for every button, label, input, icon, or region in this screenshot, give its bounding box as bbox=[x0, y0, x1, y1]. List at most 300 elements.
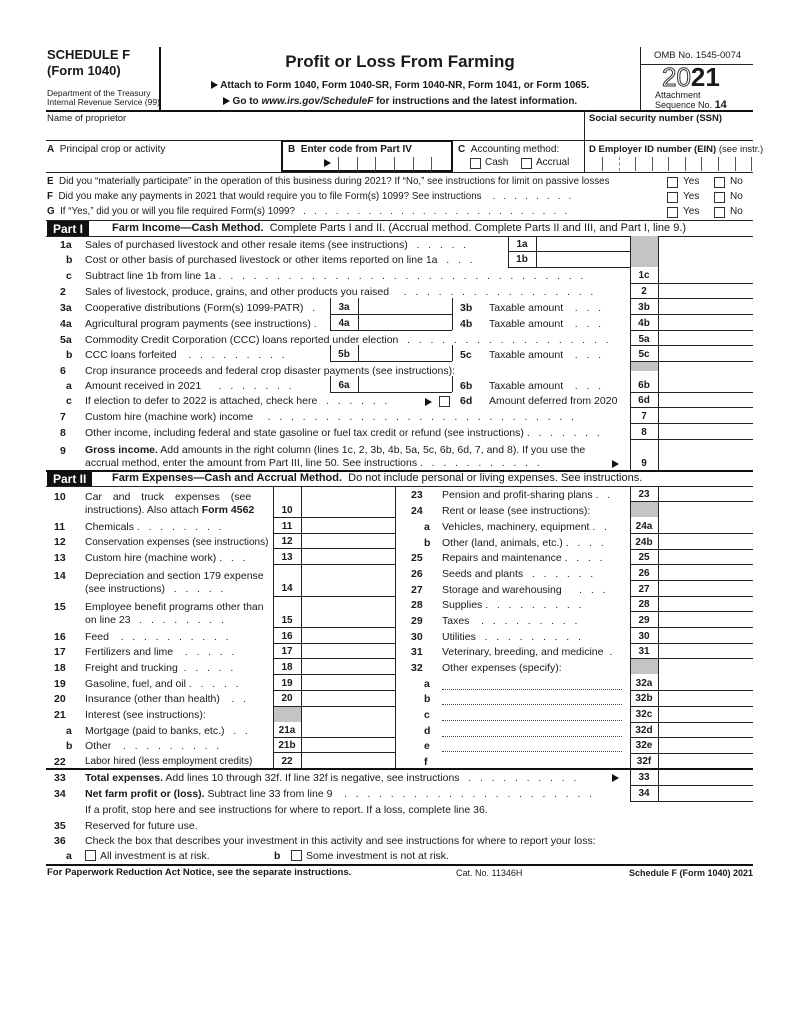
line-number: 4b bbox=[460, 318, 473, 330]
line-text: Custom hire (machine work) bbox=[85, 552, 217, 564]
defer-election-checkbox[interactable] bbox=[439, 396, 450, 407]
box-label: 27 bbox=[638, 584, 650, 595]
question-e-no-checkbox[interactable] bbox=[714, 177, 725, 188]
question-g-no-label: No bbox=[730, 206, 743, 217]
line-number: a bbox=[424, 678, 430, 690]
line-text: Add amounts in the right column (lines 1c, 2, 3b, 4b, 5a, 5c, 6b, 6d, 7, and 8). If you use the bbox=[160, 444, 586, 456]
box-label: 22 bbox=[281, 756, 293, 767]
shaded-cell bbox=[631, 236, 658, 267]
line-number: 14 bbox=[54, 570, 66, 582]
sequence-text: Sequence No. bbox=[655, 100, 713, 110]
box-label: 32e bbox=[635, 740, 653, 751]
some-not-at-risk-checkbox[interactable] bbox=[291, 850, 302, 861]
question-g-no-checkbox[interactable] bbox=[714, 207, 725, 218]
tax-year-outline: 20 bbox=[662, 62, 691, 92]
activity-code-digits[interactable] bbox=[338, 157, 450, 171]
box-label: 2 bbox=[641, 286, 647, 297]
line-text: Taxable amount bbox=[489, 380, 564, 392]
line-8-text: Other income, including federal and state gasoline or fuel tax credit or refund (see instructions) . . . . . . . bbox=[85, 427, 600, 439]
line-letter-b: B bbox=[288, 144, 296, 155]
attachment-label: Attachment bbox=[655, 90, 701, 100]
left-col-divider-c bbox=[395, 486, 396, 768]
divider bbox=[630, 801, 753, 802]
line-24a-amount[interactable] bbox=[659, 502, 753, 532]
line-31-text: Veterinary, breeding, and medicine . bbox=[442, 646, 613, 658]
schedule-name: SCHEDULE F bbox=[47, 47, 131, 62]
line-14-amount[interactable] bbox=[302, 565, 395, 595]
question-text: If “Yes,” did you or will you file required Form(s) 1099? bbox=[60, 206, 295, 217]
goto-url-link[interactable]: www.irs.gov/ScheduleF bbox=[261, 96, 374, 107]
part2-title-bold: Farm Expenses—Cash and Accrual Method. bbox=[112, 472, 343, 484]
line-10-text-1: Car and truck expenses (see bbox=[85, 491, 252, 503]
line-1a-amount[interactable] bbox=[537, 237, 630, 251]
line-11-amount[interactable] bbox=[302, 518, 395, 532]
line-16-amount[interactable] bbox=[302, 628, 395, 642]
line-23-text: Pension and profit-sharing plans . . bbox=[442, 489, 611, 501]
line-text: Sales of livestock, produce, grains, and other products you raised bbox=[85, 286, 390, 298]
line-text: Subtract line 1b from line 1a bbox=[85, 270, 216, 282]
line-29-amount[interactable] bbox=[659, 612, 753, 626]
part2-title-bottom-rule bbox=[46, 486, 753, 487]
code-digit-5[interactable] bbox=[413, 157, 432, 171]
ein-digit-6[interactable] bbox=[685, 157, 702, 171]
line-text: Mortgage (paid to banks, etc.) bbox=[85, 725, 225, 737]
box-label: 3b bbox=[638, 302, 650, 313]
goto-prefix: Go to bbox=[232, 96, 262, 107]
line-34-amount[interactable] bbox=[659, 786, 753, 800]
line-1a-text: Sales of purchased livestock and other resale items (see instructions) . . . . . bbox=[85, 239, 467, 251]
line-number: c bbox=[66, 270, 72, 282]
cash-label: Cash bbox=[485, 157, 509, 168]
line-5b-amount[interactable] bbox=[359, 346, 452, 360]
code-digit-2[interactable] bbox=[357, 157, 376, 171]
line-10-amount[interactable] bbox=[302, 488, 395, 516]
line-text: Subtract line 33 from line 9 bbox=[207, 788, 333, 800]
line-15-amount[interactable] bbox=[302, 597, 395, 627]
line-number: 33 bbox=[54, 772, 66, 784]
line-number: a bbox=[66, 380, 72, 392]
line-text: Utilities bbox=[442, 631, 476, 643]
box-label: 25 bbox=[638, 552, 650, 563]
line-number: 11 bbox=[54, 521, 66, 533]
line-text-bold: Net farm profit or (loss). bbox=[85, 788, 205, 800]
box-label: 16 bbox=[281, 631, 293, 642]
box-label: 32d bbox=[635, 725, 653, 736]
ssn-field[interactable] bbox=[589, 124, 749, 140]
line-9-amount[interactable] bbox=[659, 441, 753, 469]
line-10-text-2 bbox=[85, 504, 254, 516]
question-e bbox=[47, 176, 610, 187]
box-label: 5b bbox=[338, 349, 350, 360]
line-20-amount[interactable] bbox=[302, 691, 395, 705]
question-f-no-label: No bbox=[730, 191, 743, 202]
question-letter: F bbox=[47, 191, 53, 202]
line-17-amount[interactable] bbox=[302, 644, 395, 658]
line-26-amount[interactable] bbox=[659, 565, 753, 579]
line-text: Storage and warehousing bbox=[442, 584, 562, 596]
box-label: 24a bbox=[635, 521, 653, 532]
line-number: b bbox=[424, 693, 431, 705]
line-number: 32 bbox=[411, 662, 423, 674]
box-label: 19 bbox=[281, 678, 293, 689]
line-text: Supplies bbox=[442, 599, 483, 611]
box-label: 6a bbox=[338, 380, 350, 391]
ein-digit-5[interactable] bbox=[668, 157, 685, 171]
line-34-note: If a profit, stop here and see instructions for where to report. If a loss, complete line 36. bbox=[85, 804, 488, 816]
line-number: 1a bbox=[60, 239, 72, 251]
divider bbox=[630, 658, 753, 659]
omb-number: OMB No. 1545-0074 bbox=[654, 50, 742, 61]
line-number: 3b bbox=[460, 302, 473, 314]
box-label: 4a bbox=[338, 318, 350, 329]
line-text: Cost or other basis of purchased livestock or other items reported on line 1a bbox=[85, 254, 438, 266]
all-at-risk-label: All investment is at risk. bbox=[100, 850, 210, 862]
tax-year-bold: 21 bbox=[690, 62, 720, 92]
box-label: 31 bbox=[638, 646, 650, 657]
part1-title bbox=[112, 222, 686, 234]
box-label: 28 bbox=[638, 599, 650, 610]
line-21a-amount[interactable] bbox=[302, 707, 395, 736]
line-33-text: Total expenses. Add lines 10 through 32f. If line 32f is negative, see instructions . . . . . . . . . . bbox=[85, 772, 577, 784]
line-1c-text: Subtract line 1b from line 1a . . . . . . . . . . . . . . . . . . . . . . . . . . . . . . . . bbox=[85, 270, 584, 282]
line-22-amount[interactable] bbox=[302, 753, 395, 767]
ein-digit-7[interactable] bbox=[701, 157, 718, 171]
divider bbox=[330, 361, 452, 362]
line-number: 17 bbox=[54, 646, 66, 658]
box-label: 21a bbox=[278, 725, 296, 736]
ssn-divider bbox=[584, 110, 585, 172]
line-34-text: Net farm profit or (loss). Subtract line 33 from line 9 . . . . . . . . . . . . . . . . . . . . . . bbox=[85, 788, 593, 800]
code-digit-6[interactable] bbox=[431, 157, 450, 171]
catalog-number: Cat. No. 11346H bbox=[456, 868, 523, 878]
line-number: c bbox=[66, 395, 72, 407]
line-17-text: Fertilizers and lime . . . . . bbox=[85, 646, 235, 658]
line-30-amount[interactable] bbox=[659, 628, 753, 642]
line-24-text: Rent or lease (see instructions): bbox=[442, 505, 591, 517]
line-6-text: Crop insurance proceeds and federal crop disaster payments (see instructions): bbox=[85, 365, 456, 377]
line-31-amount[interactable] bbox=[659, 644, 753, 658]
line-number: 8 bbox=[60, 427, 66, 439]
line-25-amount[interactable] bbox=[659, 550, 753, 564]
line-number: 22 bbox=[54, 756, 66, 768]
line-number: 7 bbox=[60, 411, 66, 423]
line-6a-text: Amount received in 2021 . . . . . . . bbox=[85, 380, 292, 392]
line-number: 27 bbox=[411, 584, 423, 596]
question-text: Did you make any payments in 2021 that would require you to file Form(s) 1099? See instructions bbox=[58, 191, 482, 202]
line-3a-amount[interactable] bbox=[359, 299, 452, 313]
arrow-right-icon bbox=[324, 157, 331, 169]
line-32c-description-field[interactable] bbox=[442, 720, 622, 721]
line-number: b bbox=[66, 349, 73, 361]
line-number: 24 bbox=[411, 505, 423, 517]
dept-line-2: Internal Revenue Service (99) bbox=[47, 97, 160, 107]
line-number: a bbox=[424, 521, 430, 533]
code-digit-1[interactable] bbox=[338, 157, 357, 171]
code-digit-4[interactable] bbox=[394, 157, 413, 171]
line-9-text-2: accrual method, enter the amount from Part III, line 50. See instructions . . . . . . . . . . . bbox=[85, 457, 540, 469]
ein-label bbox=[589, 144, 763, 155]
line-number: 10 bbox=[54, 491, 66, 503]
line-19-amount[interactable] bbox=[302, 675, 395, 689]
question-g-yes-checkbox[interactable] bbox=[667, 207, 678, 218]
ein-digit-4[interactable] bbox=[652, 157, 669, 171]
line-32c-amount[interactable] bbox=[659, 707, 753, 721]
line-12-amount[interactable] bbox=[302, 534, 395, 548]
part1-title-bold: Farm Income—Cash Method. bbox=[112, 222, 264, 234]
line-number: 34 bbox=[54, 788, 66, 800]
box-label: 6d bbox=[638, 395, 650, 406]
ein-field[interactable] bbox=[602, 157, 752, 171]
line-21b-text: Other . . . . . . . . . bbox=[85, 740, 220, 752]
question-e-no-label: No bbox=[730, 176, 743, 187]
line-number: 36 bbox=[54, 835, 66, 847]
line-number: 5a bbox=[60, 334, 72, 346]
line-36-text: Check the box that describes your investment in this activity and see instructions for where to report your loss: bbox=[85, 835, 596, 847]
line-text: Commodity Credit Corporation (CCC) loans reported under election bbox=[85, 334, 399, 346]
box-label: 32a bbox=[635, 678, 653, 689]
line-5a-amount[interactable] bbox=[659, 331, 753, 345]
line-letter-c: C bbox=[458, 144, 466, 155]
line-32e-description-field[interactable] bbox=[442, 751, 622, 752]
name-of-proprietor-field[interactable] bbox=[47, 124, 583, 140]
line-32a-description-field[interactable] bbox=[442, 689, 622, 690]
divider bbox=[630, 361, 753, 362]
line-32d-description-field[interactable] bbox=[442, 736, 622, 737]
line-number: b bbox=[66, 254, 73, 266]
activity-code-text: Enter code from Part IV bbox=[300, 144, 412, 155]
line-6b-amount[interactable] bbox=[659, 377, 753, 391]
line-3b-amount[interactable] bbox=[659, 299, 753, 313]
attach-instruction bbox=[160, 80, 640, 91]
principal-crop-text: Principal crop or activity bbox=[59, 144, 166, 155]
line-13-text: Custom hire (machine work) . . . bbox=[85, 552, 246, 564]
line-text: Agricultural program payments (see instructions) bbox=[85, 318, 311, 330]
line-27-text: Storage and warehousing . . . bbox=[442, 584, 606, 596]
line-21b-amount[interactable] bbox=[302, 738, 395, 752]
questions-top-rule bbox=[46, 172, 753, 173]
tax-year bbox=[662, 64, 720, 90]
all-at-risk-checkbox[interactable] bbox=[85, 850, 96, 861]
box-label: 3a bbox=[338, 302, 350, 313]
line-6a-amount[interactable] bbox=[359, 377, 452, 391]
line-24b-amount[interactable] bbox=[659, 534, 753, 548]
line-number: 2 bbox=[60, 286, 66, 298]
question-f-yes-label: Yes bbox=[683, 191, 700, 202]
box-label: 5c bbox=[638, 349, 650, 360]
line-5c-amount[interactable] bbox=[659, 346, 753, 360]
box-label: 33 bbox=[638, 772, 650, 783]
line-text: Other bbox=[85, 740, 112, 752]
line-number: a bbox=[66, 850, 72, 862]
part2-title-rest: Do not include personal or living expenses. See instructions. bbox=[348, 472, 643, 484]
line-32d-amount[interactable] bbox=[659, 723, 753, 737]
line-number: 4a bbox=[60, 318, 72, 330]
line-1b-amount[interactable] bbox=[537, 252, 630, 266]
box-label: 20 bbox=[281, 693, 293, 704]
question-f: F Did you make any payments in 2021 that would require you to file Form(s) 1099? See instructions . . . . . . . . bbox=[47, 191, 572, 202]
line-text: Gasoline, fuel, and oil bbox=[85, 678, 186, 690]
line-15-text-1: Employee benefit programs other than bbox=[85, 601, 264, 613]
divider bbox=[452, 345, 453, 361]
line-text: Cooperative distributions (Form(s) 1099-PATR) bbox=[85, 302, 304, 314]
ein-digit-9[interactable] bbox=[735, 157, 753, 171]
line-12-text: Conservation expenses (see instructions) bbox=[85, 537, 269, 548]
line-text: Taxable amount bbox=[489, 318, 564, 330]
box-label: 5a bbox=[638, 334, 650, 345]
line-19-text: Gasoline, fuel, and oil . . . . . bbox=[85, 678, 239, 690]
box-label: 17 bbox=[281, 646, 293, 657]
box-label: 1b bbox=[516, 254, 528, 265]
shaded-cell bbox=[631, 659, 658, 674]
line-number: 5c bbox=[460, 349, 472, 361]
divider bbox=[630, 439, 753, 440]
line-text-bold: Total expenses. bbox=[85, 772, 164, 784]
line-33-amount[interactable] bbox=[659, 770, 753, 784]
line-number: f bbox=[424, 756, 428, 768]
line-number: 6d bbox=[460, 395, 473, 407]
box-label: 6b bbox=[638, 380, 650, 391]
ein-digit-1[interactable] bbox=[602, 157, 619, 171]
arrow-right-icon bbox=[612, 772, 619, 784]
question-text: Did you “materially participate” in the operation of this business during 2021? If “No,” see instructions for limit on passive losses bbox=[59, 176, 610, 187]
box-label: 29 bbox=[638, 615, 650, 626]
line-7-amount[interactable] bbox=[659, 408, 753, 422]
part1-title-rest: Complete Parts I and II. (Accrual method. Complete Parts II and III, and Part I, line 9.) bbox=[269, 222, 687, 234]
principal-crop-label bbox=[47, 144, 165, 155]
line-4a-amount[interactable] bbox=[359, 315, 452, 329]
line-13-amount[interactable] bbox=[302, 549, 395, 563]
line-24b-text: Other (land, animals, etc.) . . . . bbox=[442, 537, 604, 549]
form-footer-id: Schedule F (Form 1040) 2021 bbox=[629, 868, 754, 878]
code-digit-3[interactable] bbox=[375, 157, 394, 171]
line-2-text: Sales of livestock, produce, grains, and other products you raised . . . . . . . . . . . . . . . . . bbox=[85, 286, 594, 298]
line-text: Seeds and plants bbox=[442, 568, 524, 580]
question-f-yes-checkbox[interactable] bbox=[667, 192, 678, 203]
line-4b-amount[interactable] bbox=[659, 315, 753, 329]
line-number: 12 bbox=[54, 536, 66, 548]
line-9-text-1 bbox=[85, 444, 585, 456]
line-22-text: Labor hired (less employment credits) bbox=[85, 756, 253, 767]
some-not-at-risk-label: Some investment is not at risk. bbox=[306, 850, 449, 862]
line-16-text: Feed . . . . . . . . . . bbox=[85, 631, 229, 643]
accounting-method-label bbox=[458, 144, 559, 155]
line-6d-amount[interactable] bbox=[659, 393, 753, 407]
line-2-amount[interactable] bbox=[659, 284, 753, 298]
line-14-text-2: (see instructions) . . . . . bbox=[85, 583, 224, 595]
box-label: 7 bbox=[641, 411, 647, 422]
box-label: 30 bbox=[638, 631, 650, 642]
line-number: 28 bbox=[411, 599, 423, 611]
line-number: c bbox=[424, 709, 430, 721]
name-of-proprietor-label: Name of proprietor bbox=[47, 113, 127, 124]
box-label: 12 bbox=[281, 536, 293, 547]
line-27-amount[interactable] bbox=[659, 581, 753, 595]
line-14-text-1: Depreciation and section 179 expense bbox=[85, 570, 264, 582]
ein-digit-8[interactable] bbox=[718, 157, 735, 171]
part1-label: Part I bbox=[47, 221, 89, 237]
line-text: Pension and profit-sharing plans bbox=[442, 489, 593, 501]
line-number: 9 bbox=[60, 445, 66, 457]
box-label: 18 bbox=[281, 662, 293, 673]
line-number: 29 bbox=[411, 615, 423, 627]
line-number: 18 bbox=[54, 662, 66, 674]
ein-label-note: (see instr.) bbox=[718, 144, 764, 155]
line-text: Veterinary, breeding, and medicine bbox=[442, 646, 604, 658]
line-1c-amount[interactable] bbox=[659, 268, 753, 282]
ssn-label: Social security number (SSN) bbox=[589, 113, 723, 124]
line-15-text-2: on line 23 . . . . . . . . bbox=[85, 614, 224, 626]
line-28-amount[interactable] bbox=[659, 597, 753, 611]
line-text: Sales of purchased livestock and other resale items (see instructions) bbox=[85, 239, 408, 251]
line-text: Other (land, animals, etc.) bbox=[442, 537, 563, 549]
line-number: 6 bbox=[60, 365, 66, 377]
line-32b-amount[interactable] bbox=[659, 691, 753, 705]
line-18-text: Freight and trucking . . . . . bbox=[85, 662, 234, 674]
line-32a-amount[interactable] bbox=[659, 675, 753, 689]
box-label: 4b bbox=[638, 318, 650, 329]
expenses-bottom-rule bbox=[46, 768, 753, 770]
line-text: Chemicals bbox=[85, 521, 135, 533]
box-label: 26 bbox=[638, 568, 650, 579]
ein-digit-2[interactable] bbox=[619, 157, 636, 171]
line-number: 15 bbox=[54, 601, 66, 613]
line-11-text: Chemicals . . . . . . . . bbox=[85, 521, 222, 533]
ein-label-bold: D Employer ID number (EIN) bbox=[589, 144, 717, 155]
form-4562-ref: Form 4562 bbox=[201, 504, 255, 516]
arrow-right-icon bbox=[612, 458, 619, 470]
line-letter-a: A bbox=[47, 144, 55, 155]
line-24a-text: Vehicles, machinery, equipment . . bbox=[442, 521, 607, 533]
line-text: If election to defer to 2022 is attached, check here bbox=[85, 395, 318, 407]
arrow-right-icon bbox=[223, 97, 230, 105]
line-number: b bbox=[274, 850, 281, 862]
line-4a-text: Agricultural program payments (see instructions) . bbox=[85, 318, 317, 330]
line-6b-text: Taxable amount . . . bbox=[489, 380, 602, 392]
goto-suffix: for instructions and the latest information. bbox=[373, 96, 578, 107]
line-number: 26 bbox=[411, 568, 423, 580]
header-divider-right bbox=[640, 47, 641, 110]
cash-checkbox[interactable] bbox=[470, 158, 481, 169]
box-label: 23 bbox=[638, 489, 650, 500]
line-32b-description-field[interactable] bbox=[442, 704, 622, 705]
line-number: 31 bbox=[411, 646, 423, 658]
question-e-yes-label: Yes bbox=[683, 176, 700, 187]
line-4b-text: Taxable amount . . . bbox=[489, 318, 602, 330]
box-label: 13 bbox=[281, 552, 293, 563]
activity-code-label bbox=[288, 144, 412, 155]
line-text: CCC loans forfeited bbox=[85, 349, 177, 361]
question-f-no-checkbox[interactable] bbox=[714, 192, 725, 203]
box-label: 24b bbox=[635, 537, 653, 548]
line-23-amount[interactable] bbox=[659, 487, 753, 501]
line-text: Insurance (other than health) bbox=[85, 693, 220, 705]
line-18-amount[interactable] bbox=[302, 659, 395, 673]
line-5a-text: Commodity Credit Corporation (CCC) loans reported under election . . . . . . . . . . . . . . . . . . bbox=[85, 334, 609, 346]
line-6c-text: If election to defer to 2022 is attached, check here . . . . . . bbox=[85, 395, 388, 407]
accrual-checkbox[interactable] bbox=[521, 158, 532, 169]
principal-crop-field[interactable] bbox=[47, 156, 279, 170]
line-8-amount[interactable] bbox=[659, 424, 753, 438]
line-text: (see instructions) bbox=[85, 583, 165, 595]
line-32f-amount[interactable] bbox=[659, 754, 753, 768]
line-6d-text: Amount deferred from 2020 bbox=[489, 395, 618, 407]
line-text: Amount received in 2021 bbox=[85, 380, 202, 392]
box-label: 32b bbox=[635, 693, 653, 704]
ein-digit-3[interactable] bbox=[635, 157, 652, 171]
line-32e-amount[interactable] bbox=[659, 738, 753, 752]
box-label: 21b bbox=[278, 740, 296, 751]
question-e-yes-checkbox[interactable] bbox=[667, 177, 678, 188]
